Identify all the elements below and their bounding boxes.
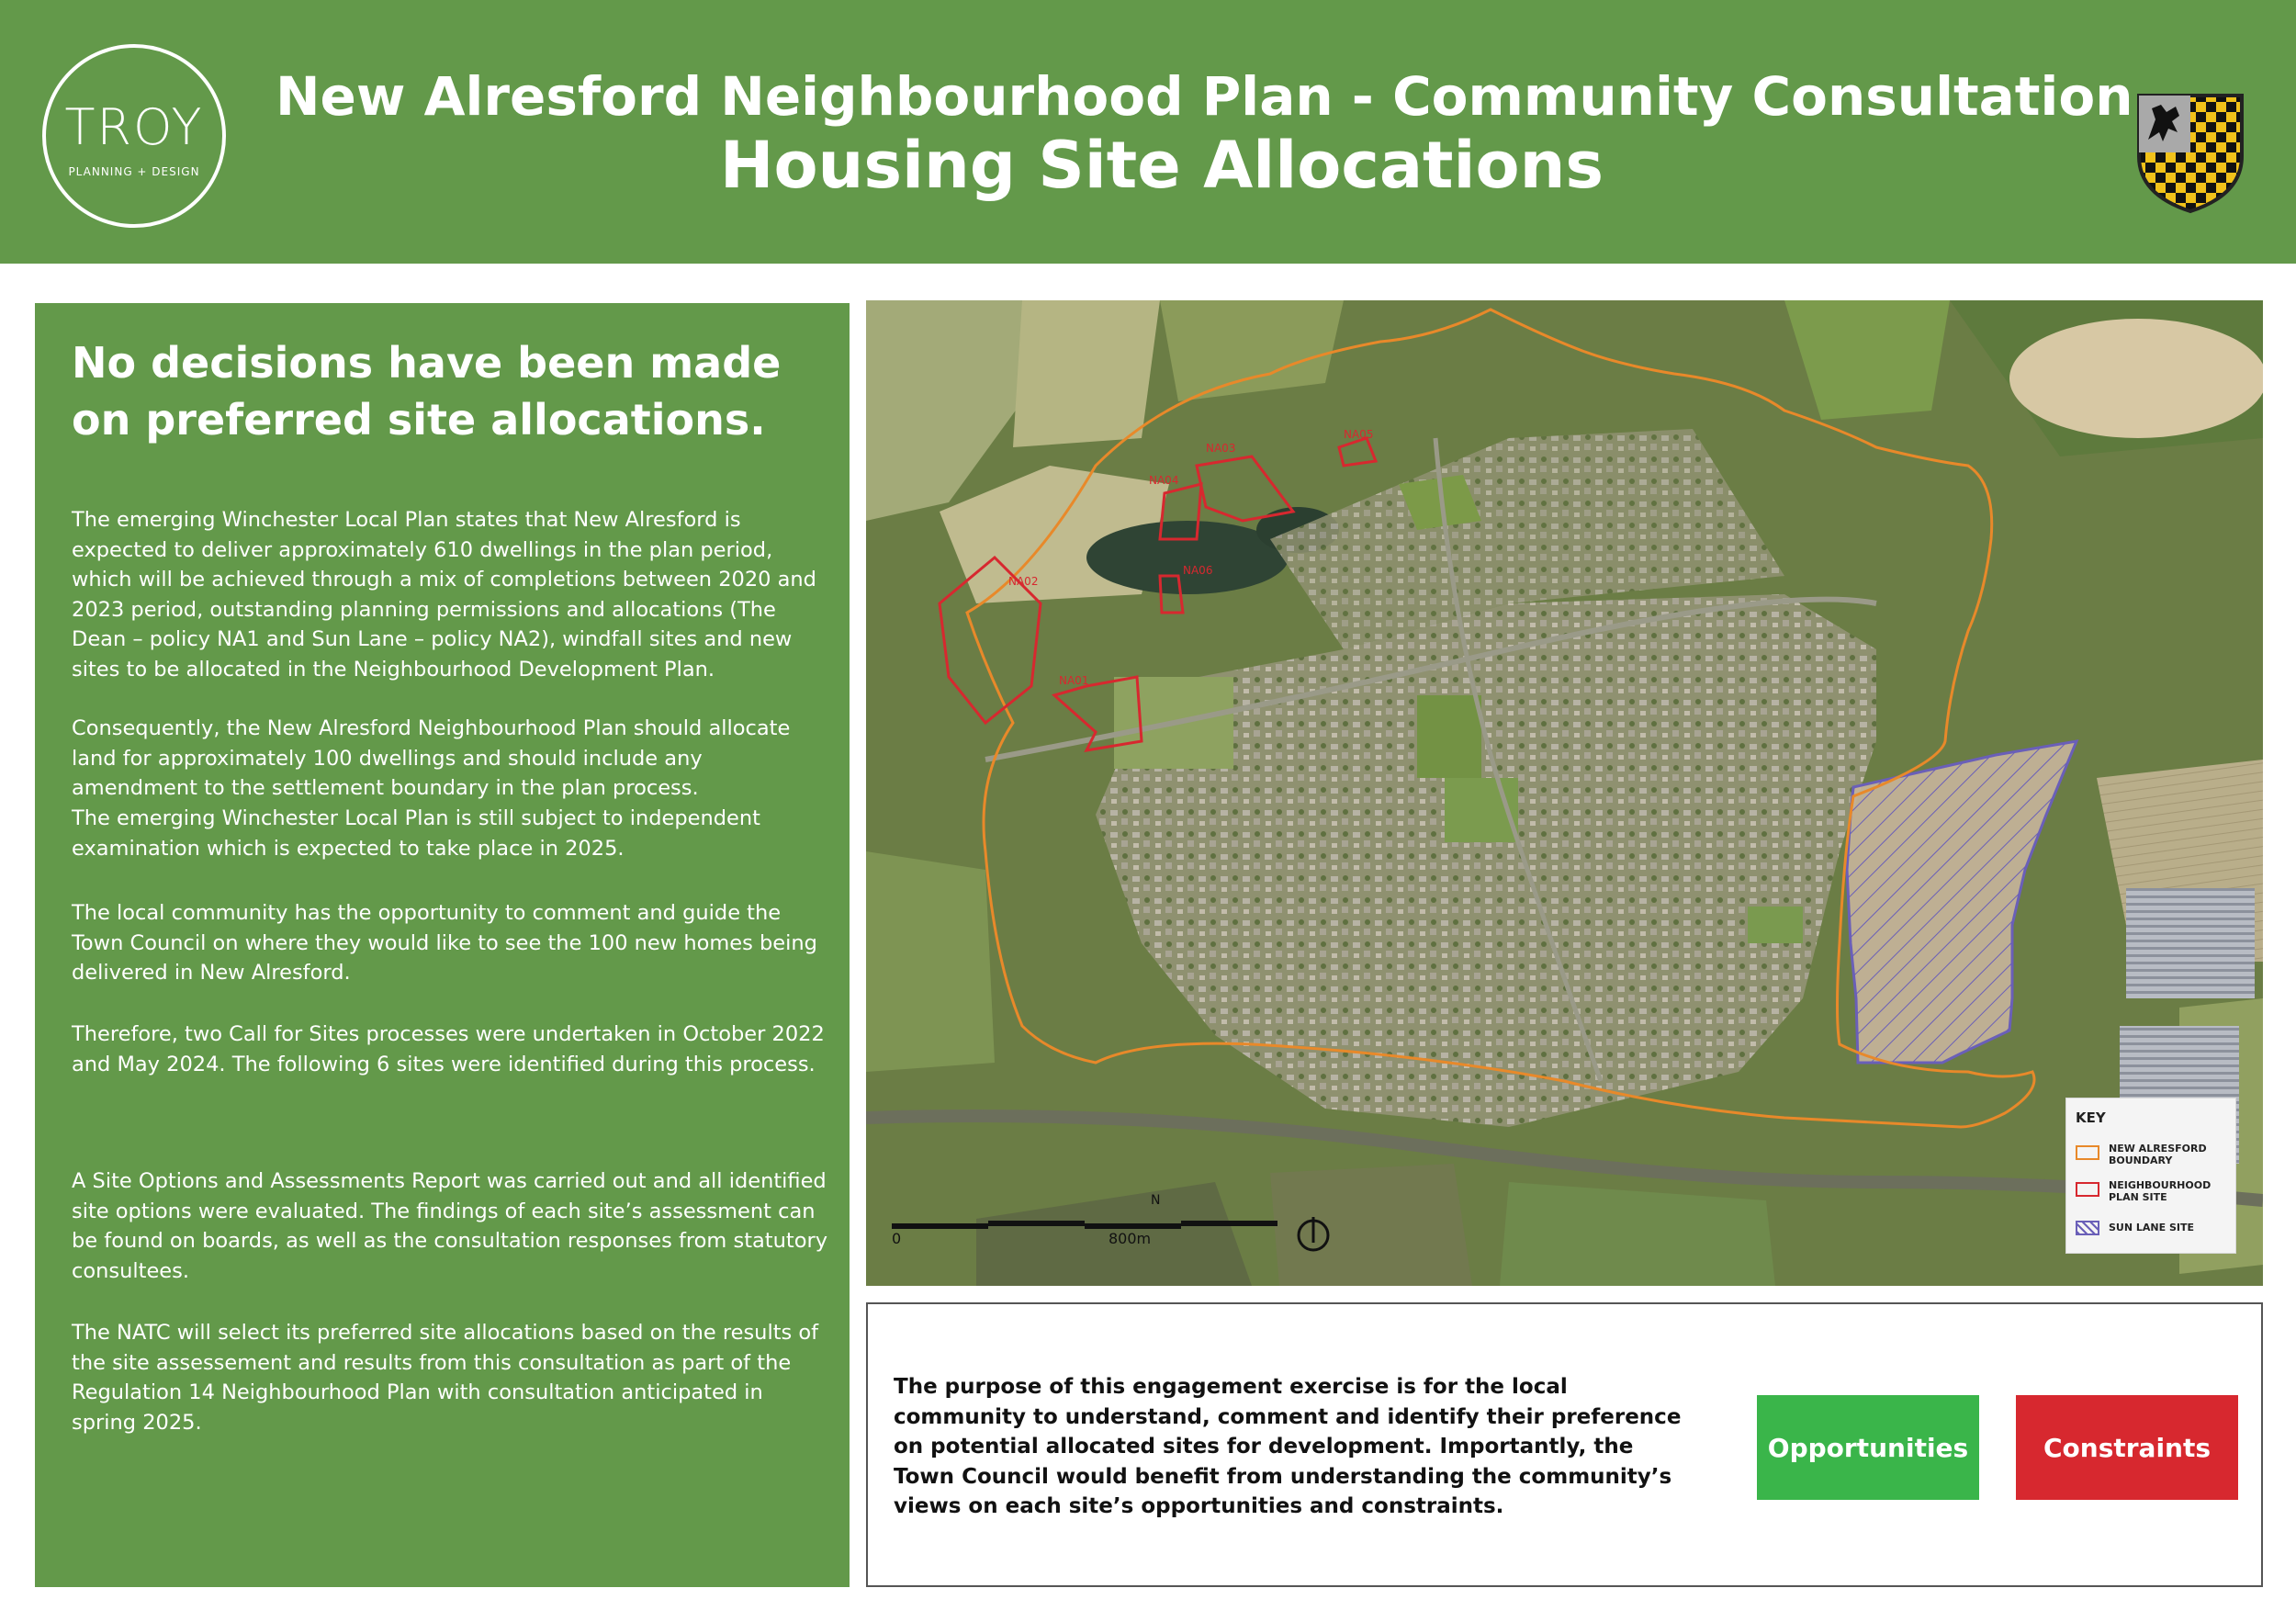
opportunities-button[interactable]: Opportunities	[1757, 1395, 1979, 1500]
site-label-na04: NA04	[1149, 474, 1179, 487]
north-label: N	[1151, 1193, 1161, 1208]
paragraph-local-plan: The emerging Winchester Local Plan states that New Alresford is expected to deliver approximately 610 dwellings in the plan period, which will be achieved through a mix of completions between 2020 and 2023 period, outstanding planning permissions and allocations (The Dean – policy NA1 and Sun Lane – policy NA2), windfall sites and new sites to be allocated in the Neighbourhood Development Plan.	[72, 508, 816, 681]
key-title: KEY	[2076, 1109, 2106, 1126]
constraints-button[interactable]: Constraints	[2016, 1395, 2238, 1500]
sun-lane-swatch-icon	[2076, 1221, 2099, 1235]
panel-heading: No decisions have been made on preferred site allocations.	[72, 338, 782, 445]
troy-logo	[42, 44, 226, 228]
site-map	[866, 300, 2263, 1286]
site-label-na05: NA05	[1344, 428, 1374, 441]
site-label-na06: NA06	[1183, 564, 1213, 577]
page-subtitle: Housing Site Allocations	[719, 128, 1604, 203]
logo-tagline: PLANNING + DESIGN	[68, 165, 200, 178]
scale-end-label: 800m	[1109, 1230, 1152, 1247]
engagement-panel	[866, 1302, 2263, 1587]
site-label-na02: NA02	[1008, 575, 1039, 588]
map-key: KEY NEW ALRESFORD BOUNDARY NEIGHBOURHOOD PLAN SITE SUN LANE SITE	[2065, 1098, 2236, 1254]
paragraph-community: The local community has the opportunity to comment and guide the Town Council on where they would like to see the 100 new homes being delivered in New Alresford.	[72, 901, 817, 985]
page-title: New Alresford Neighbourhood Plan - Community Consultation	[276, 65, 2133, 128]
logo-wordmark: TROY	[64, 98, 204, 156]
engagement-text: The purpose of this engagement exercise is for the local community to understand, comment and identify their preference on potential allocated sites for development. Importantly, the Town Council would benefit from understanding the community’s views on each site’s opportunities and constraints.	[894, 1375, 1682, 1518]
paragraph-call-for-sites: Therefore, two Call for Sites processes were undertaken in October 2022 and May 2024. The following 6 sites were identified during this process.	[72, 1022, 825, 1076]
aerial-map-graphic	[866, 300, 2263, 1286]
scale-start-label: 0	[892, 1230, 902, 1247]
scale-bar	[892, 1193, 1277, 1256]
site-label-na01: NA01	[1059, 674, 1089, 687]
paragraph-natc: The NATC will select its preferred site allocations based on the results of the site assessement and results from this consultation as part of the Regulation 14 Neighbourhood Plan with consultation anticipated in spring 2025.	[72, 1321, 819, 1435]
paragraph-assessment: A Site Options and Assessments Report was carried out and all identified site options were evaluated. The findings of each site’s assessment can be found on boards, as well as the consultation responses from statutory consultees.	[72, 1169, 828, 1283]
boundary-swatch-icon	[2076, 1145, 2099, 1160]
paragraph-examination: The emerging Winchester Local Plan is still subject to independent examination which is expected to take place in 2025.	[72, 806, 760, 861]
header-banner	[0, 0, 2296, 264]
site-label-na03: NA03	[1206, 442, 1236, 455]
heraldic-shield-icon	[2135, 92, 2245, 215]
info-panel	[35, 303, 850, 1587]
plan-site-swatch-icon	[2076, 1182, 2099, 1197]
paragraph-allocation: Consequently, the New Alresford Neighbourhood Plan should allocate land for approximately 100 dwellings and should include any amendment to the settlement boundary in the plan process.	[72, 716, 791, 800]
